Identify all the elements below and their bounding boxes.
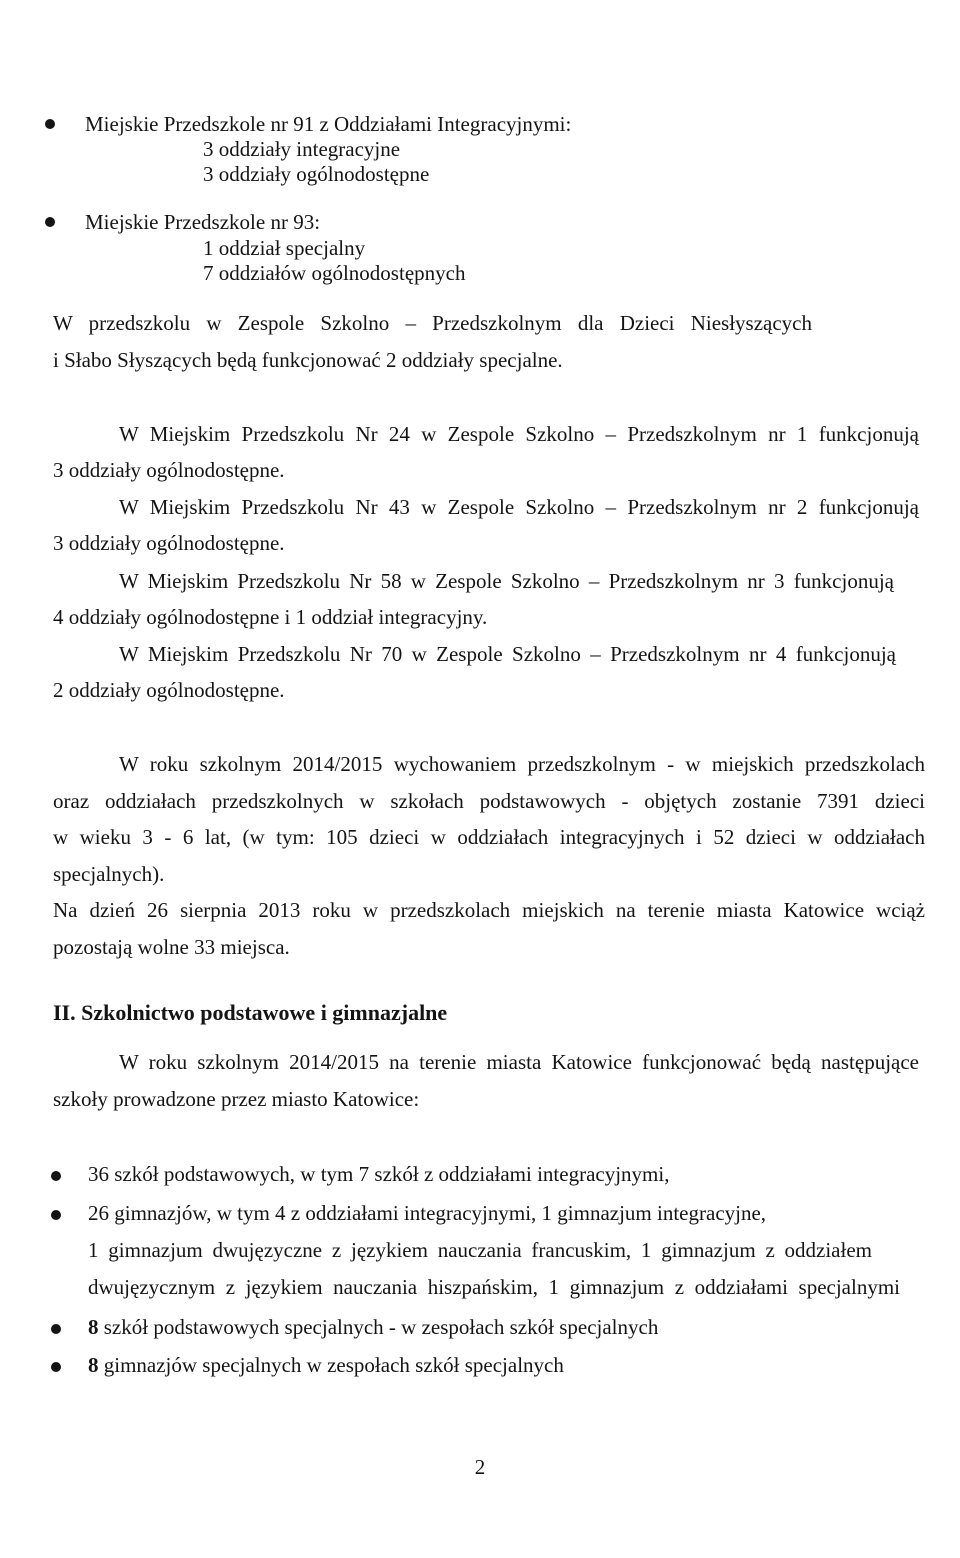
bullet-marker: [51, 1210, 61, 1220]
paragraph-line: oraz oddziałach przedszkolnych w szkołach podstawowych - objętych zostanie 7391 dzieci: [53, 789, 925, 813]
kindergarten-93-unit: 1 oddział specjalny: [203, 236, 366, 260]
kindergarten-93-unit: 7 oddziałów ogólnodostępnych: [203, 261, 466, 285]
paragraph-line: pozostają wolne 33 miejsca.: [53, 935, 290, 959]
kindergarten-91-title: Miejskie Przedszkole nr 91 z Oddziałami Integracyjnymi:: [85, 112, 572, 136]
paragraph-line: specjalnych).: [53, 862, 165, 886]
paragraph-line: i Słabo Słyszących będą funkcjonować 2 oddziały specjalne.: [53, 348, 563, 372]
list-item: [88, 1355, 564, 1376]
paragraph-line: W przedszkolu w Zespole Szkolno – Przedszkolnym dla Dzieci Niesłyszących: [53, 311, 812, 335]
list-item: 36 szkół podstawowych, w tym 7 szkół z oddziałami integracyjnymi,: [88, 1162, 670, 1186]
section-title: Szkolnictwo podstawowe i gimnazjalne: [81, 1000, 448, 1025]
list-item-text: gimnazjów specjalnych w zespołach szkół specjalnych: [98, 1353, 564, 1377]
page-number: 2: [474, 1455, 486, 1479]
bullet-marker: [51, 1324, 61, 1334]
paragraph-line: W Miejskim Przedszkolu Nr 43 w Zespole Szkolno – Przedszkolnym nr 2 funkcjonują: [119, 495, 919, 519]
paragraph-line: 4 oddziały ogólnodostępne i 1 oddział integracyjny.: [53, 605, 488, 629]
kindergarten-91-unit: 3 oddziały ogólnodostępne: [203, 162, 430, 186]
list-item-continuation: 1 gimnazjum dwujęzyczne z językiem nauczania francuskim, 1 gimnazjum z oddziałem: [88, 1238, 872, 1262]
bullet-marker: [45, 119, 55, 129]
section-heading: [53, 1002, 447, 1024]
list-item-continuation: dwujęzycznym z językiem nauczania hiszpańskim, 1 gimnazjum z oddziałami specjalnymi: [88, 1275, 900, 1299]
paragraph-line: Na dzień 26 sierpnia 2013 roku w przedszkolach miejskich na terenie miasta Katowice wciąż: [53, 898, 925, 922]
list-item: [88, 1317, 658, 1338]
list-item-text: szkół podstawowych specjalnych - w zespołach szkół specjalnych: [98, 1315, 659, 1339]
section-number: II.: [53, 1000, 76, 1025]
paragraph-line: W Miejskim Przedszkolu Nr 24 w Zespole Szkolno – Przedszkolnym nr 1 funkcjonują: [119, 422, 919, 446]
paragraph-line: w wieku 3 - 6 lat, (w tym: 105 dzieci w oddziałach integracyjnych i 52 dzieci w oddziałach: [53, 825, 925, 849]
bullet-marker: [45, 217, 55, 227]
bullet-marker: [51, 1171, 61, 1181]
paragraph-line: W roku szkolnym 2014/2015 wychowaniem przedszkolnym - w miejskich przedszkolach: [119, 752, 925, 776]
paragraph-line: W Miejskim Przedszkolu Nr 58 w Zespole Szkolno – Przedszkolnym nr 3 funkcjonują: [119, 569, 894, 593]
paragraph-line: 3 oddziały ogólnodostępne.: [53, 458, 285, 482]
paragraph-line: 2 oddziały ogólnodostępne.: [53, 678, 285, 702]
paragraph-line: szkoły prowadzone przez miasto Katowice:: [53, 1087, 420, 1111]
paragraph-line: W roku szkolnym 2014/2015 na terenie miasta Katowice funkcjonować będą następujące: [119, 1050, 919, 1074]
count-value: 8: [88, 1315, 99, 1339]
kindergarten-91-unit: 3 oddziały integracyjne: [203, 137, 401, 161]
bullet-marker: [51, 1362, 61, 1372]
list-item: 26 gimnazjów, w tym 4 z oddziałami integracyjnymi, 1 gimnazjum integracyjne,: [88, 1201, 767, 1225]
paragraph-line: W Miejskim Przedszkolu Nr 70 w Zespole Szkolno – Przedszkolnym nr 4 funkcjonują: [119, 642, 896, 666]
count-value: 8: [88, 1353, 99, 1377]
paragraph-line: 3 oddziały ogólnodostępne.: [53, 531, 285, 555]
kindergarten-93-title: Miejskie Przedszkole nr 93:: [85, 210, 321, 234]
